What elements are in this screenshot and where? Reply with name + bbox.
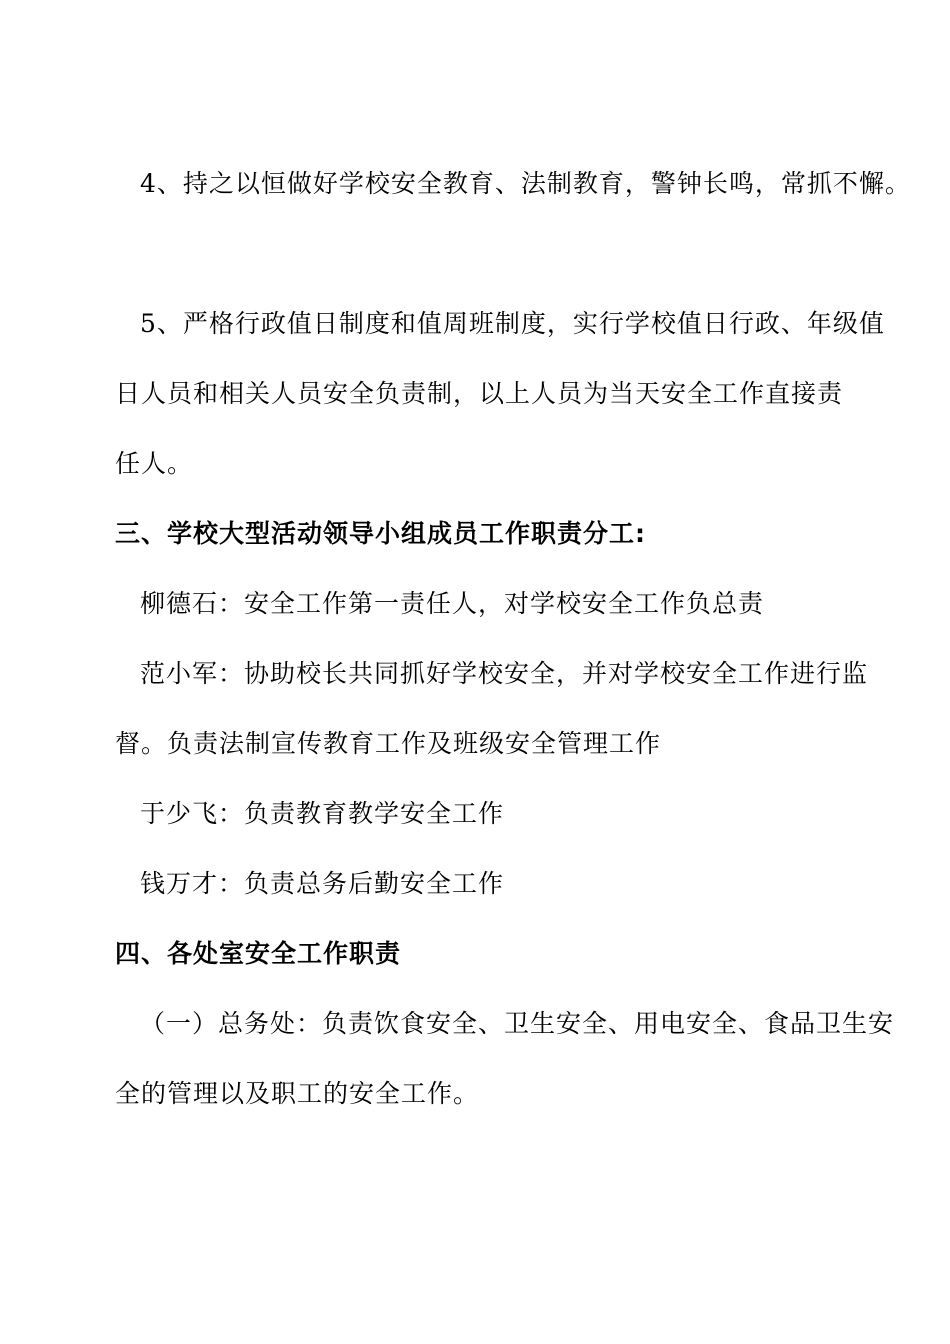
item-5-line-3: 任人。 (115, 449, 194, 478)
duty-2-line-2: 督。负责法制宣传教育工作及班级安全管理工作 (115, 729, 662, 758)
office-1-line-2: 全的管理以及职工的安全工作。 (115, 1079, 480, 1108)
duty-1: 柳德石：安全工作第一责任人，对学校安全工作负总责 (140, 589, 765, 618)
item-5-line-1: 5、严格行政值日制度和值周班制度，实行学校值日行政、年级值 (140, 309, 885, 338)
duty-4: 钱万才：负责总务后勤安全工作 (140, 869, 505, 898)
duty-2-line-1: 范小军：协助校长共同抓好学校安全，并对学校安全工作进行监 (140, 659, 869, 688)
item-4: 4、持之以恒做好学校安全教育、法制教育，警钟长鸣，常抓不懈。 (140, 169, 911, 198)
item-5-line-2: 日人员和相关人员安全负责制，以上人员为当天安全工作直接责 (115, 379, 844, 408)
section-3-title: 三、学校大型活动领导小组成员工作职责分工: (115, 519, 646, 548)
office-1-line-1: （一）总务处：负责饮食安全、卫生安全、用电安全、食品卫生安 (140, 1009, 895, 1038)
section-4-title: 四、各处室安全工作职责 (115, 939, 402, 968)
duty-3: 于少飞：负责教育教学安全工作 (140, 799, 505, 828)
